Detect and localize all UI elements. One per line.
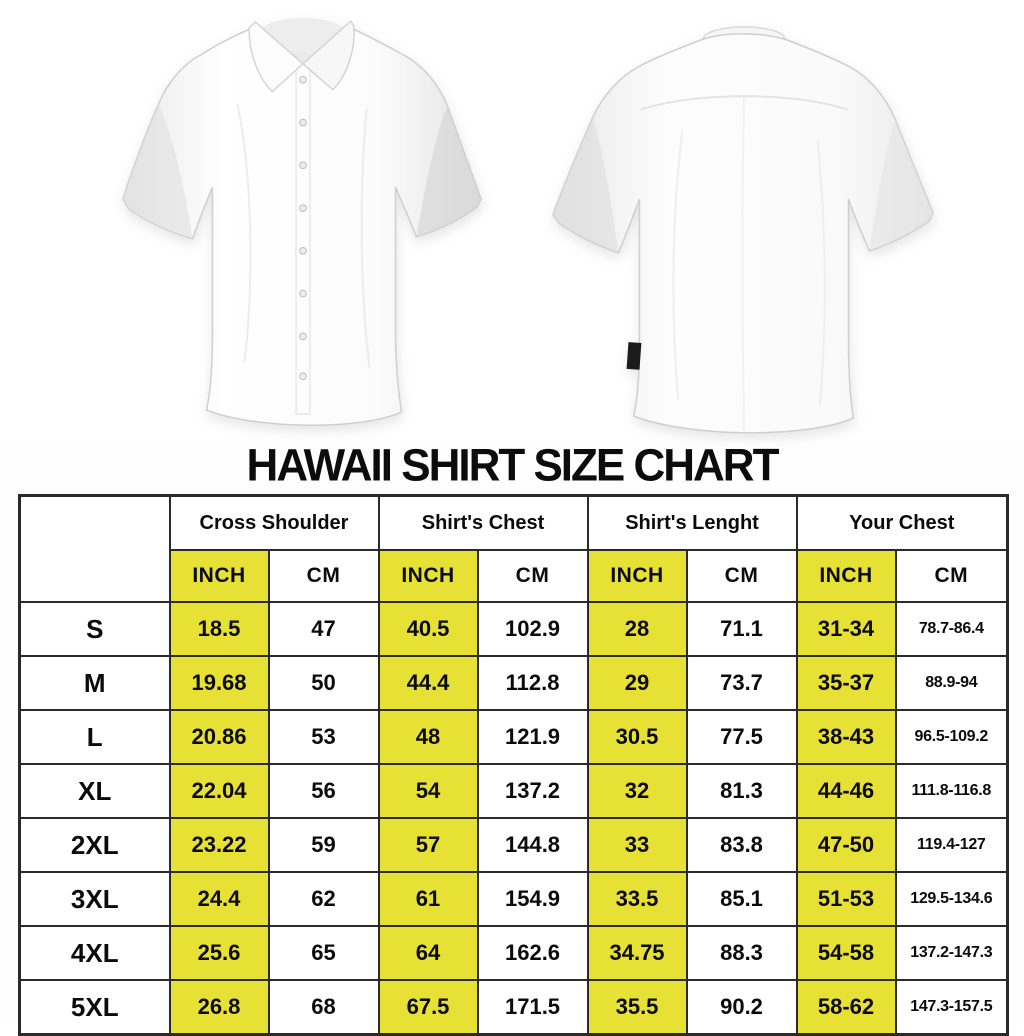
table-row [20, 818, 1008, 872]
size-cell: 3XL [20, 872, 170, 926]
cm-value-cell: 162.6 [478, 926, 588, 980]
cm-value-cell: 137.2-147.3 [896, 926, 1008, 980]
cm-value-cell: 47 [269, 602, 379, 656]
inch-value-cell: 34.75 [588, 926, 687, 980]
unit-header-inch: INCH [588, 550, 687, 602]
cm-value-cell: 77.5 [687, 710, 797, 764]
size-cell: S [20, 602, 170, 656]
size-cell: M [20, 656, 170, 710]
group-header-shirts-chest: Shirt's Chest [379, 496, 588, 551]
shirt-images [0, 0, 1024, 446]
inch-value-cell: 31-34 [797, 602, 896, 656]
inch-value-cell: 44-46 [797, 764, 896, 818]
cm-value-cell: 119.4-127 [896, 818, 1008, 872]
cm-value-cell: 59 [269, 818, 379, 872]
size-chart-table [18, 494, 1009, 1036]
unit-header-cm: CM [896, 550, 1008, 602]
size-cell: L [20, 710, 170, 764]
cm-value-cell: 56 [269, 764, 379, 818]
table-row [20, 764, 1008, 818]
size-cell: 2XL [20, 818, 170, 872]
hem-tag [627, 342, 642, 370]
unit-header-inch: INCH [379, 550, 478, 602]
inch-value-cell: 28 [588, 602, 687, 656]
inch-value-cell: 20.86 [170, 710, 269, 764]
cm-value-cell: 88.9-94 [896, 656, 1008, 710]
cm-value-cell: 88.3 [687, 926, 797, 980]
cm-value-cell: 154.9 [478, 872, 588, 926]
table-row [20, 710, 1008, 764]
inch-value-cell: 61 [379, 872, 478, 926]
inch-value-cell: 26.8 [170, 980, 269, 1035]
inch-value-cell: 54-58 [797, 926, 896, 980]
inch-value-cell: 29 [588, 656, 687, 710]
inch-value-cell: 67.5 [379, 980, 478, 1035]
inch-value-cell: 47-50 [797, 818, 896, 872]
front-shirt-image [103, 4, 501, 444]
inch-value-cell: 33.5 [588, 872, 687, 926]
unit-header-cm: CM [478, 550, 588, 602]
inch-value-cell: 57 [379, 818, 478, 872]
cm-value-cell: 50 [269, 656, 379, 710]
table-row [20, 926, 1008, 980]
inch-value-cell: 22.04 [170, 764, 269, 818]
size-cell: XL [20, 764, 170, 818]
inch-value-cell: 25.6 [170, 926, 269, 980]
inch-value-cell: 64 [379, 926, 478, 980]
cm-value-cell: 90.2 [687, 980, 797, 1035]
cm-value-cell: 65 [269, 926, 379, 980]
inch-value-cell: 19.68 [170, 656, 269, 710]
unit-header-cm: CM [269, 550, 379, 602]
cm-value-cell: 147.3-157.5 [896, 980, 1008, 1035]
cm-value-cell: 112.8 [478, 656, 588, 710]
cm-value-cell: 171.5 [478, 980, 588, 1035]
inch-value-cell: 58-62 [797, 980, 896, 1035]
table-row [20, 602, 1008, 656]
cm-value-cell: 111.8-116.8 [896, 764, 1008, 818]
cm-value-cell: 121.9 [478, 710, 588, 764]
cm-value-cell: 81.3 [687, 764, 797, 818]
inch-value-cell: 54 [379, 764, 478, 818]
cm-value-cell: 78.7-86.4 [896, 602, 1008, 656]
unit-header-inch: INCH [797, 550, 896, 602]
unit-header-cm: CM [687, 550, 797, 602]
inch-value-cell: 32 [588, 764, 687, 818]
inch-value-cell: 30.5 [588, 710, 687, 764]
inch-value-cell: 44.4 [379, 656, 478, 710]
cm-value-cell: 68 [269, 980, 379, 1035]
inch-value-cell: 35-37 [797, 656, 896, 710]
inch-value-cell: 51-53 [797, 872, 896, 926]
cm-value-cell: 62 [269, 872, 379, 926]
cm-value-cell: 96.5-109.2 [896, 710, 1008, 764]
group-header-your-chest: Your Chest [797, 496, 1008, 551]
cm-value-cell: 129.5-134.6 [896, 872, 1008, 926]
table-row [20, 980, 1008, 1035]
size-cell: 5XL [20, 980, 170, 1035]
cm-value-cell: 85.1 [687, 872, 797, 926]
inch-value-cell: 38-43 [797, 710, 896, 764]
cm-value-cell: 144.8 [478, 818, 588, 872]
inch-value-cell: 23.22 [170, 818, 269, 872]
back-shirt-image [532, 12, 956, 444]
inch-value-cell: 18.5 [170, 602, 269, 656]
unit-header-inch: INCH [170, 550, 269, 602]
cm-value-cell: 137.2 [478, 764, 588, 818]
group-header-shirts-lenght: Shirt's Lenght [588, 496, 797, 551]
table-row [20, 656, 1008, 710]
cm-value-cell: 102.9 [478, 602, 588, 656]
inch-value-cell: 35.5 [588, 980, 687, 1035]
group-header-cross-shoulder: Cross Shoulder [170, 496, 379, 551]
inch-value-cell: 33 [588, 818, 687, 872]
size-cell: 4XL [20, 926, 170, 980]
cm-value-cell: 83.8 [687, 818, 797, 872]
cm-value-cell: 53 [269, 710, 379, 764]
table-corner-cell [20, 496, 170, 603]
cm-value-cell: 73.7 [687, 656, 797, 710]
cm-value-cell: 71.1 [687, 602, 797, 656]
inch-value-cell: 40.5 [379, 602, 478, 656]
table-row [20, 872, 1008, 926]
inch-value-cell: 48 [379, 710, 478, 764]
inch-value-cell: 24.4 [170, 872, 269, 926]
page-title: HAWAII SHIRT SIZE CHART [246, 440, 778, 491]
